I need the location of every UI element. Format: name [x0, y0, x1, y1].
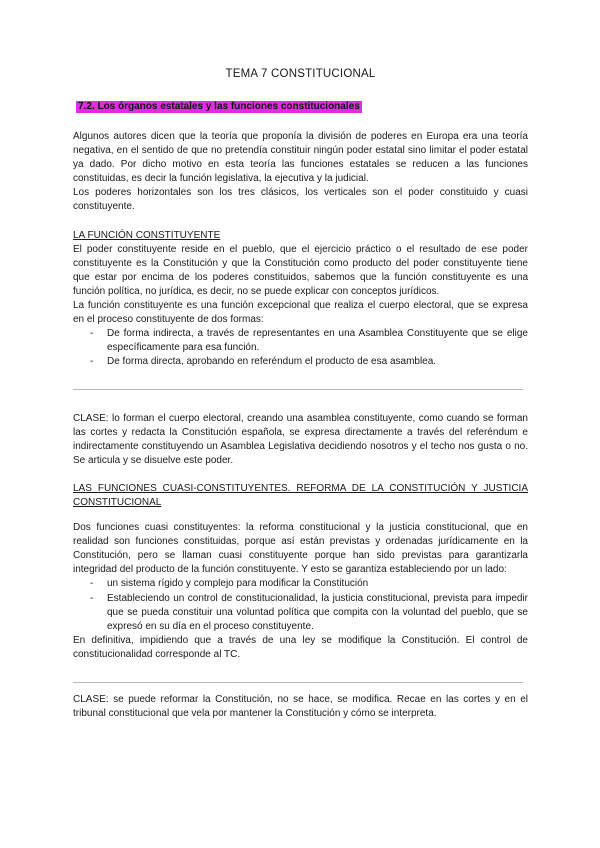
section-title-funcion-constituyente: LA FUNCIÓN CONSTITUYENTE	[73, 229, 221, 241]
section2-paragraph-1: Dos funciones cuasi constituyentes: la reforma constitucional y la justicia constitucional, que en realidad son funciones constituidas, porque así están previstas y ordenadas jurídicamente en la Constitución, pero se llaman cuasi constituyente porque han sido previstas para garantizarla integridad del producto de la función constituyente. Y esto se garantiza estableciendo por un lado:	[73, 522, 528, 576]
section2-paragraph-2: En definitiva, impidiendo que a través de una ley se modifique la Constitución. El control de constitucionalidad corresponde al TC.	[73, 634, 528, 660]
section-heading-highlighted: 7.2. Los órganos estatales y las funciones constitucionales	[78, 101, 360, 112]
document-page	[73, 68, 528, 721]
document-title: TEMA 7 CONSTITUCIONAL	[225, 68, 376, 80]
list-item: - De forma directa, aprobando en referéndum el producto de esa asamblea.	[73, 355, 528, 369]
intro-paragraph-1: Algunos autores dicen que la teoría que proponía la división de poderes en Europa era una teoría negativa, en el sentido de que no pretendía constituir ningún poder estatal sino limitar el poder estatal ya dado. Por dicho motivo en esta teoría las funciones estatales se reducen a las funciones constituidas, es decir la función legislativa, la ejecutiva y la judicial.	[73, 131, 528, 185]
section-title-cuasi-constituyentes: LAS FUNCIONES CUASI-CONSTITUYENTES. REFORMA DE LA CONSTITUCIÓN Y JUSTICIA CONSTITUCIONAL	[73, 482, 528, 508]
intro-paragraph-2: Los poderes horizontales son los tres clásicos, los verticales son el poder constituido y cuasi constituyente.	[73, 187, 528, 213]
list-item: - Estableciendo un control de constitucionalidad, la justicia constitucional, prevista para impedir que se pueda constituir una voluntad política que compita con la voluntad del pueblo, que se expresó en su día en el proceso constituyente.	[73, 592, 528, 634]
clase-note-1: CLASE: lo forman el cuerpo electoral, creando una asamblea constituyente, como cuando se forman las cortes y redacta la Constitución española, se expresa directamente a través del referéndum e indirectamente constituyendo un Asamblea Legislativa decidiendo nosotros y el techo nos gusta o no. Se articula y se disuelve este poder.	[73, 412, 528, 466]
section2-list	[73, 577, 528, 633]
list-item: - De forma indirecta, a través de representantes en una Asamblea Constituyente que se elige específicamente para esa función.	[73, 327, 528, 355]
section1-paragraph-1: El poder constituyente reside en el pueblo, que el ejercicio práctico o el resultado de ese poder constituyente es la Constitución y que la Constitución como producto del poder constituyente tiene que estar por encima de los poderes constituidos, sabemos que la función constituyente es una función política, no jurídica, es decir, no se puede explicar con conceptos jurídicos.	[73, 243, 528, 297]
section1-list	[73, 327, 528, 369]
clase-note-2: CLASE: se puede reformar la Constitución, no se hace, se modifica. Recae en las cortes y en el tribunal constitucional que vela por mantener la Constitución y cómo se interpreta.	[73, 694, 528, 720]
section1-paragraph-2: La función constituyente es una función excepcional que realiza el cuerpo electoral, que se expresa en el proceso constituyente de dos formas:	[73, 300, 528, 326]
list-item: - un sistema rígido y complejo para modificar la Constitución	[73, 577, 528, 591]
